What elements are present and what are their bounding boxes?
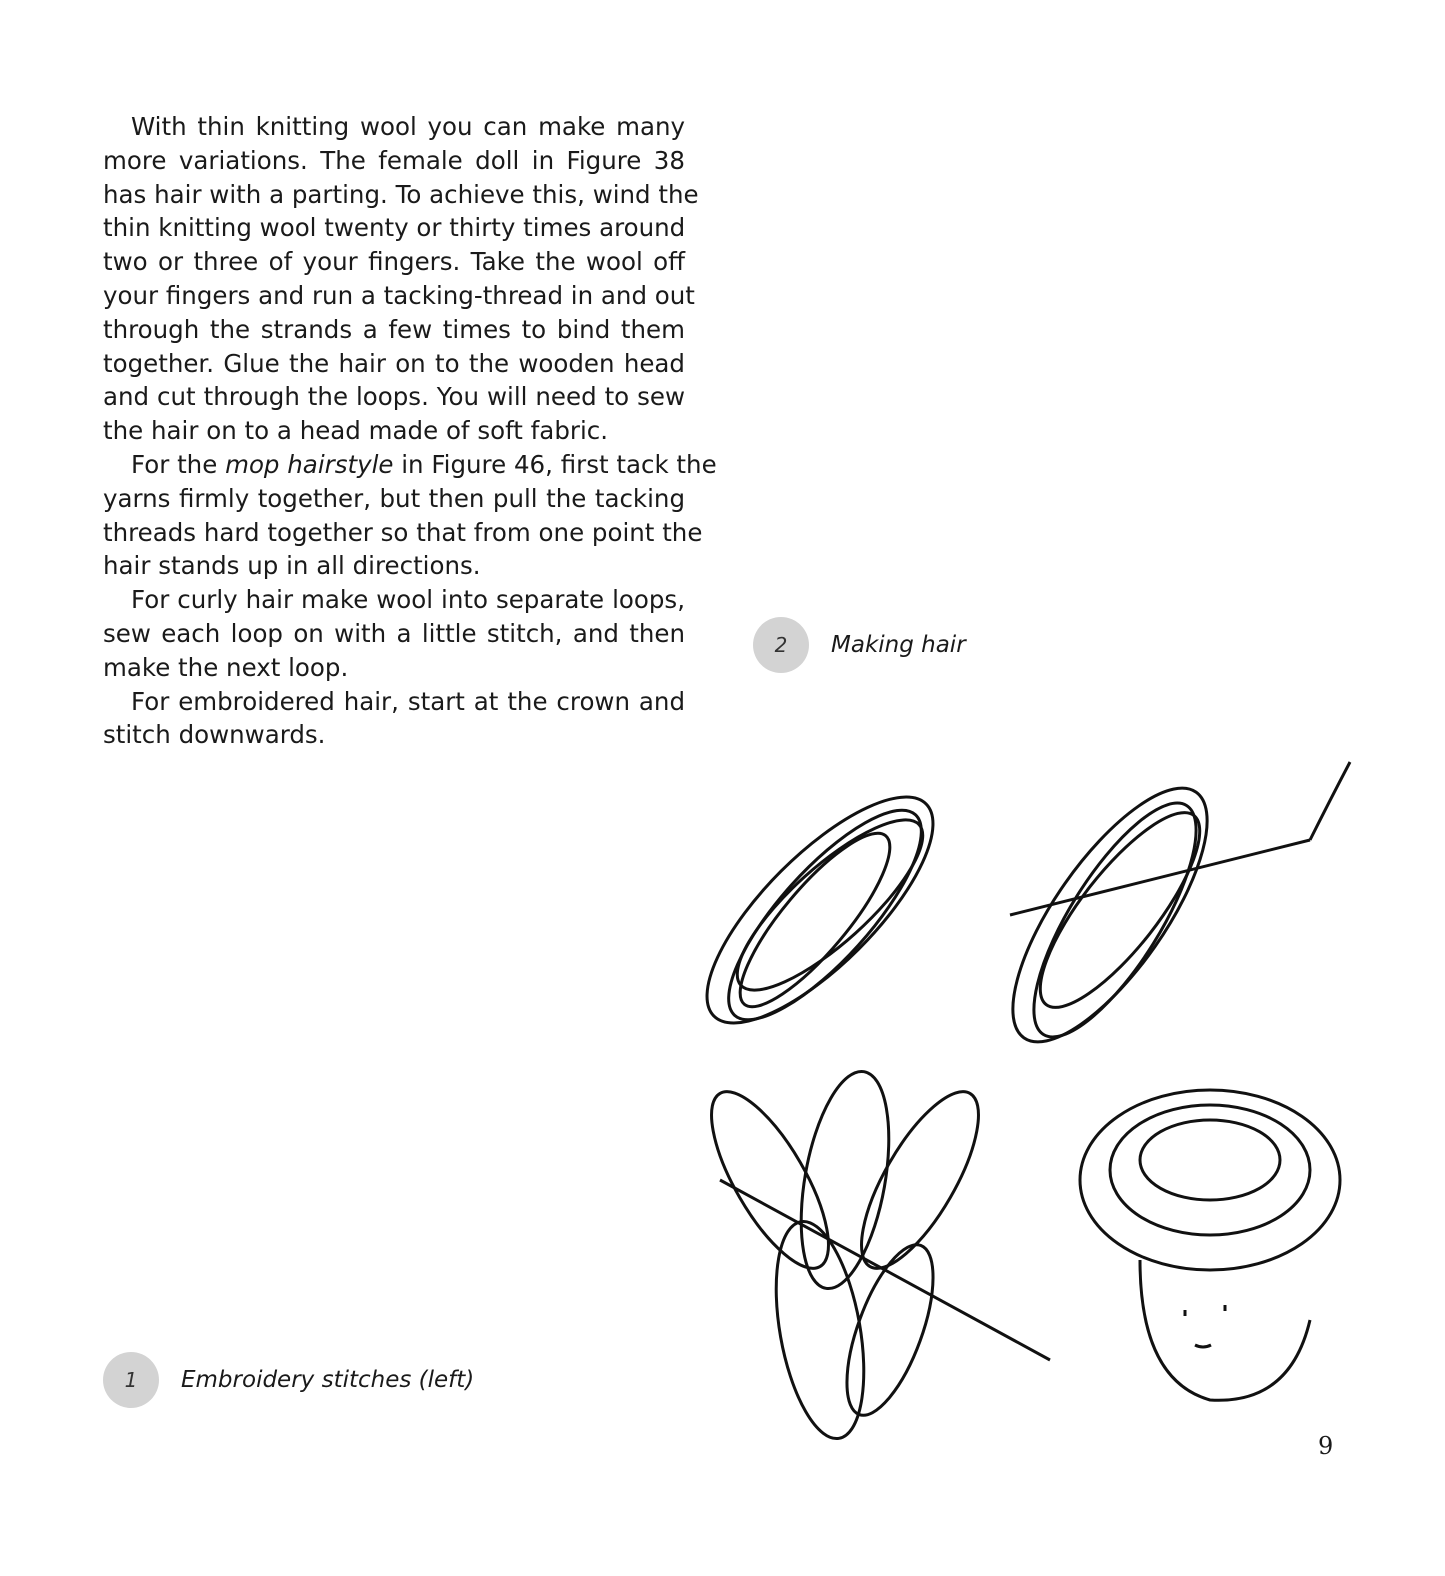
text-segment: in Figure 46, first tack the [393,449,717,479]
caption-2 [753,617,966,673]
paragraph-1 [103,110,699,448]
text-line: through the strands a few times to bind them [103,314,685,344]
text-line: the hair on to a head made of soft fabric. [103,416,609,446]
text-line: your fingers and run a tacking-thread in and out [103,280,695,310]
italic-term: mop hairstyle [225,449,394,479]
text-line: thin knitting wool twenty or thirty times around [103,213,686,243]
body-text [103,110,717,752]
text-line [103,448,717,482]
page-number: 9 [1318,1432,1334,1460]
text-line: For embroidered hair, start at the crown and [131,686,685,716]
caption-1 [103,1352,474,1408]
caption-number-badge: 1 [103,1352,159,1408]
text-line: With thin knitting wool you can make many [131,112,685,141]
text-line: sew each loop on with a little stitch, and then [103,618,685,648]
caption-number-badge: 2 [753,617,809,673]
text-line: threads hard together so that from one point the [103,517,703,547]
hair-making-illustration [670,740,1370,1460]
text-line: two or three of your fingers. Take the wool off [103,247,685,277]
text-line: yarns firmly together, but then pull the tacking [103,483,685,513]
text-segment: For the [131,449,226,479]
wound-wool-loops-illustration [675,765,965,1055]
curly-hair-doll-head-illustration [1080,1090,1340,1400]
text-line: more variations. The female doll in Figure 38 [103,145,685,175]
caption-text: Making hair [831,632,966,658]
text-line: has hair with a parting. To achieve this, wind the [103,179,699,209]
caption-text: Embroidery stitches (left) [181,1367,475,1393]
tacked-wool-with-needle-illustration [979,761,1350,1070]
paragraph-2 [103,448,717,583]
text-line: together. Glue the hair on to the wooden head [103,348,685,378]
mop-hairstyle-illustration [690,1065,1050,1446]
text-line: make the next loop. [103,652,349,682]
text-line: and cut through the loops. You will need to sew [103,382,685,412]
text-line: hair stands up in all directions. [103,551,481,581]
paragraph-3 [103,583,685,684]
paragraph-4 [103,685,685,753]
text-line: stitch downwards. [103,720,326,750]
text-line: For curly hair make wool into separate loops, [131,585,685,615]
